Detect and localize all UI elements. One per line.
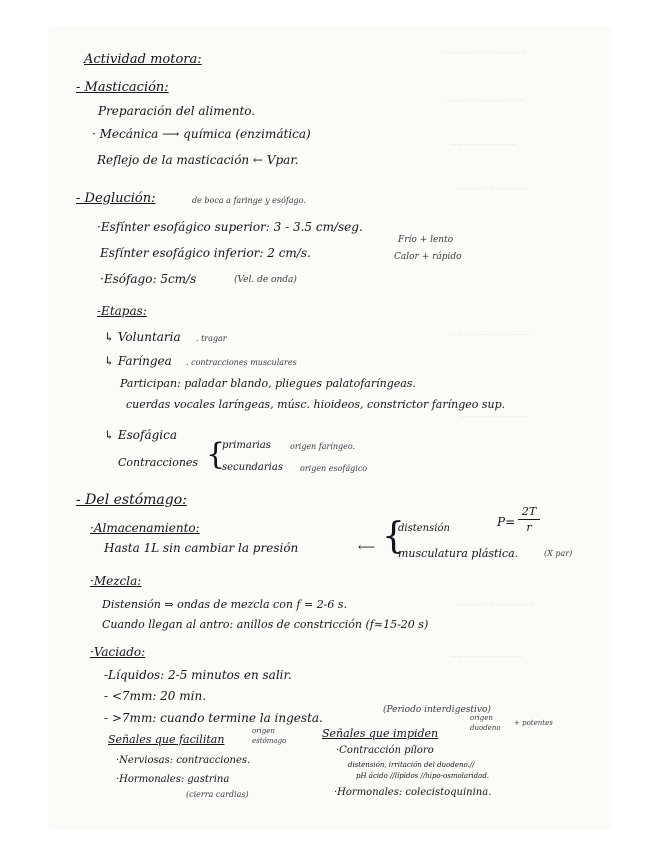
contraction-primary: primarias	[222, 440, 271, 451]
page-title: Actividad motora:	[84, 52, 202, 67]
storage-distension: distensión	[398, 523, 450, 534]
inhibiting-signals: Señales que impiden	[322, 727, 439, 740]
bleed-through-texture: ~~~~~~~~~~	[450, 140, 518, 149]
facilitating-nervous: ·Nerviosas: contracciones.	[116, 755, 251, 766]
stage-pharyngeal: ↳ Faríngea	[104, 354, 172, 368]
inhibiting-contraction-1: distensión, irritación del duodeno.//	[348, 761, 475, 769]
stage-voluntary-note: . tragar	[196, 334, 227, 343]
formula-lhs: P=	[497, 515, 516, 529]
facilitating-origin-label: origen	[252, 727, 275, 735]
formula-numerator: 2T	[521, 505, 537, 518]
inhibiting-hormonal: ·Hormonales: colecistoquinina.	[334, 787, 492, 798]
stage-voluntary: ↳ Voluntaria	[104, 330, 181, 344]
mastication-line-3: Reflejo de la masticación ← Ⅴpar.	[97, 153, 299, 167]
pharyngeal-line-2: cuerdas vocales laríngeas, músc. hioideos, constrictor faríngeo sup.	[126, 398, 506, 411]
empty-small: - <7mm: 20 min.	[104, 689, 207, 703]
mastication-heading: - Masticación:	[76, 80, 169, 95]
stages-heading: -Etapas:	[97, 304, 147, 318]
swallow-line-2: Esfínter esofágico inferior: 2 cm/s.	[100, 246, 311, 260]
mix-line-2: Cuando llegan al antro: anillos de constricción (f≈15-20 s)	[102, 618, 429, 631]
facilitating-origin-value: estómago	[252, 737, 287, 745]
bleed-through-texture: ~~~~~~~~~~~~~	[440, 48, 528, 57]
contraction-secondary: secundarias	[222, 462, 283, 473]
mastication-line-2: · Mecánica ⟶ química (enzimática)	[92, 127, 311, 141]
facilitating-hormonal-note: (cierra cardias)	[186, 790, 249, 799]
storage-musculature: musculatura plástica.	[398, 547, 519, 560]
swallow-line-3: ·Esófago: 5cm/s	[100, 272, 197, 286]
inhibiting-contraction-2: pH ácido //lípidos //hipo-osmolaridad.	[356, 772, 490, 780]
contraction-secondary-note: origen esofágico	[300, 464, 368, 473]
storage-line-1: Hasta 1L sin cambiar la presión	[104, 541, 299, 555]
formula-fraction	[518, 505, 540, 534]
inhibiting-origin-value: duodeno	[470, 724, 501, 732]
facilitating-hormonal: ·Hormonales: gastrina	[116, 774, 230, 785]
bleed-through-texture: ~~~~~~~~~~	[460, 412, 528, 421]
swallow-side-note-2: Calor + rápido	[394, 252, 462, 262]
swallow-heading: - Deglución:	[76, 191, 156, 206]
inhibiting-potency-note: + potentes	[514, 719, 553, 727]
inhibiting-contraction: ·Contracción píloro	[336, 745, 434, 756]
bleed-through-texture: ~~~~~~~~~~~~	[450, 330, 531, 339]
empty-large-note: (Periodo interdigestivo)	[383, 705, 491, 715]
empty-liquids: -Líquidos: 2-5 minutos en salir.	[104, 668, 292, 682]
bleed-through-texture: ~~~~~~~~~~~	[455, 184, 529, 193]
stomach-heading: - Del estómago:	[76, 492, 187, 508]
empty-heading: ·Vaciado:	[90, 645, 146, 659]
esophageal-contractions: Contracciones	[118, 456, 199, 469]
swallow-heading-note: de boca a faringe y esófago.	[192, 196, 306, 205]
facilitating-signals: Señales que facilitan	[108, 733, 225, 746]
brace-icon: {	[206, 437, 226, 472]
empty-large: - >7mm: cuando termine la ingesta.	[104, 711, 323, 725]
fraction-bar	[518, 519, 540, 520]
bleed-through-texture: ~~~~~~~~~~~~	[455, 600, 536, 609]
swallow-line-1: ·Esfínter esofágico superior: 3 - 3.5 cm/seg.	[97, 220, 363, 234]
storage-arrow: ⟵	[358, 540, 376, 554]
storage-heading: ·Almacenamiento:	[90, 521, 200, 535]
mix-heading: ·Mezcla:	[90, 574, 142, 588]
contraction-primary-note: origen faríngeo.	[290, 442, 356, 451]
storage-musculature-note: (Ⅹ par)	[544, 549, 573, 558]
stage-pharyngeal-note: . contracciones musculares	[186, 358, 297, 367]
bleed-through-texture: ~~~~~~~~~~~	[450, 652, 524, 661]
swallow-side-note-1: Frío + lento	[398, 235, 454, 245]
mix-line-1: Distensión ⇒ ondas de mezcla con f = 2-6 s.	[102, 598, 348, 611]
bleed-through-texture: ~~~~~~~~~~~~	[445, 96, 526, 105]
formula-denominator: r	[526, 521, 532, 534]
swallow-line-3-note: (Vel. de onda)	[234, 275, 297, 285]
stage-esophageal: ↳ Esofágica	[104, 428, 178, 442]
brace-icon: {	[382, 516, 405, 557]
pharyngeal-line-1: Participan: paladar blando, pliegues palatofaríngeas.	[120, 377, 416, 390]
inhibiting-origin-label: origen	[470, 714, 493, 722]
mastication-line-1: Preparación del alimento.	[98, 104, 256, 118]
